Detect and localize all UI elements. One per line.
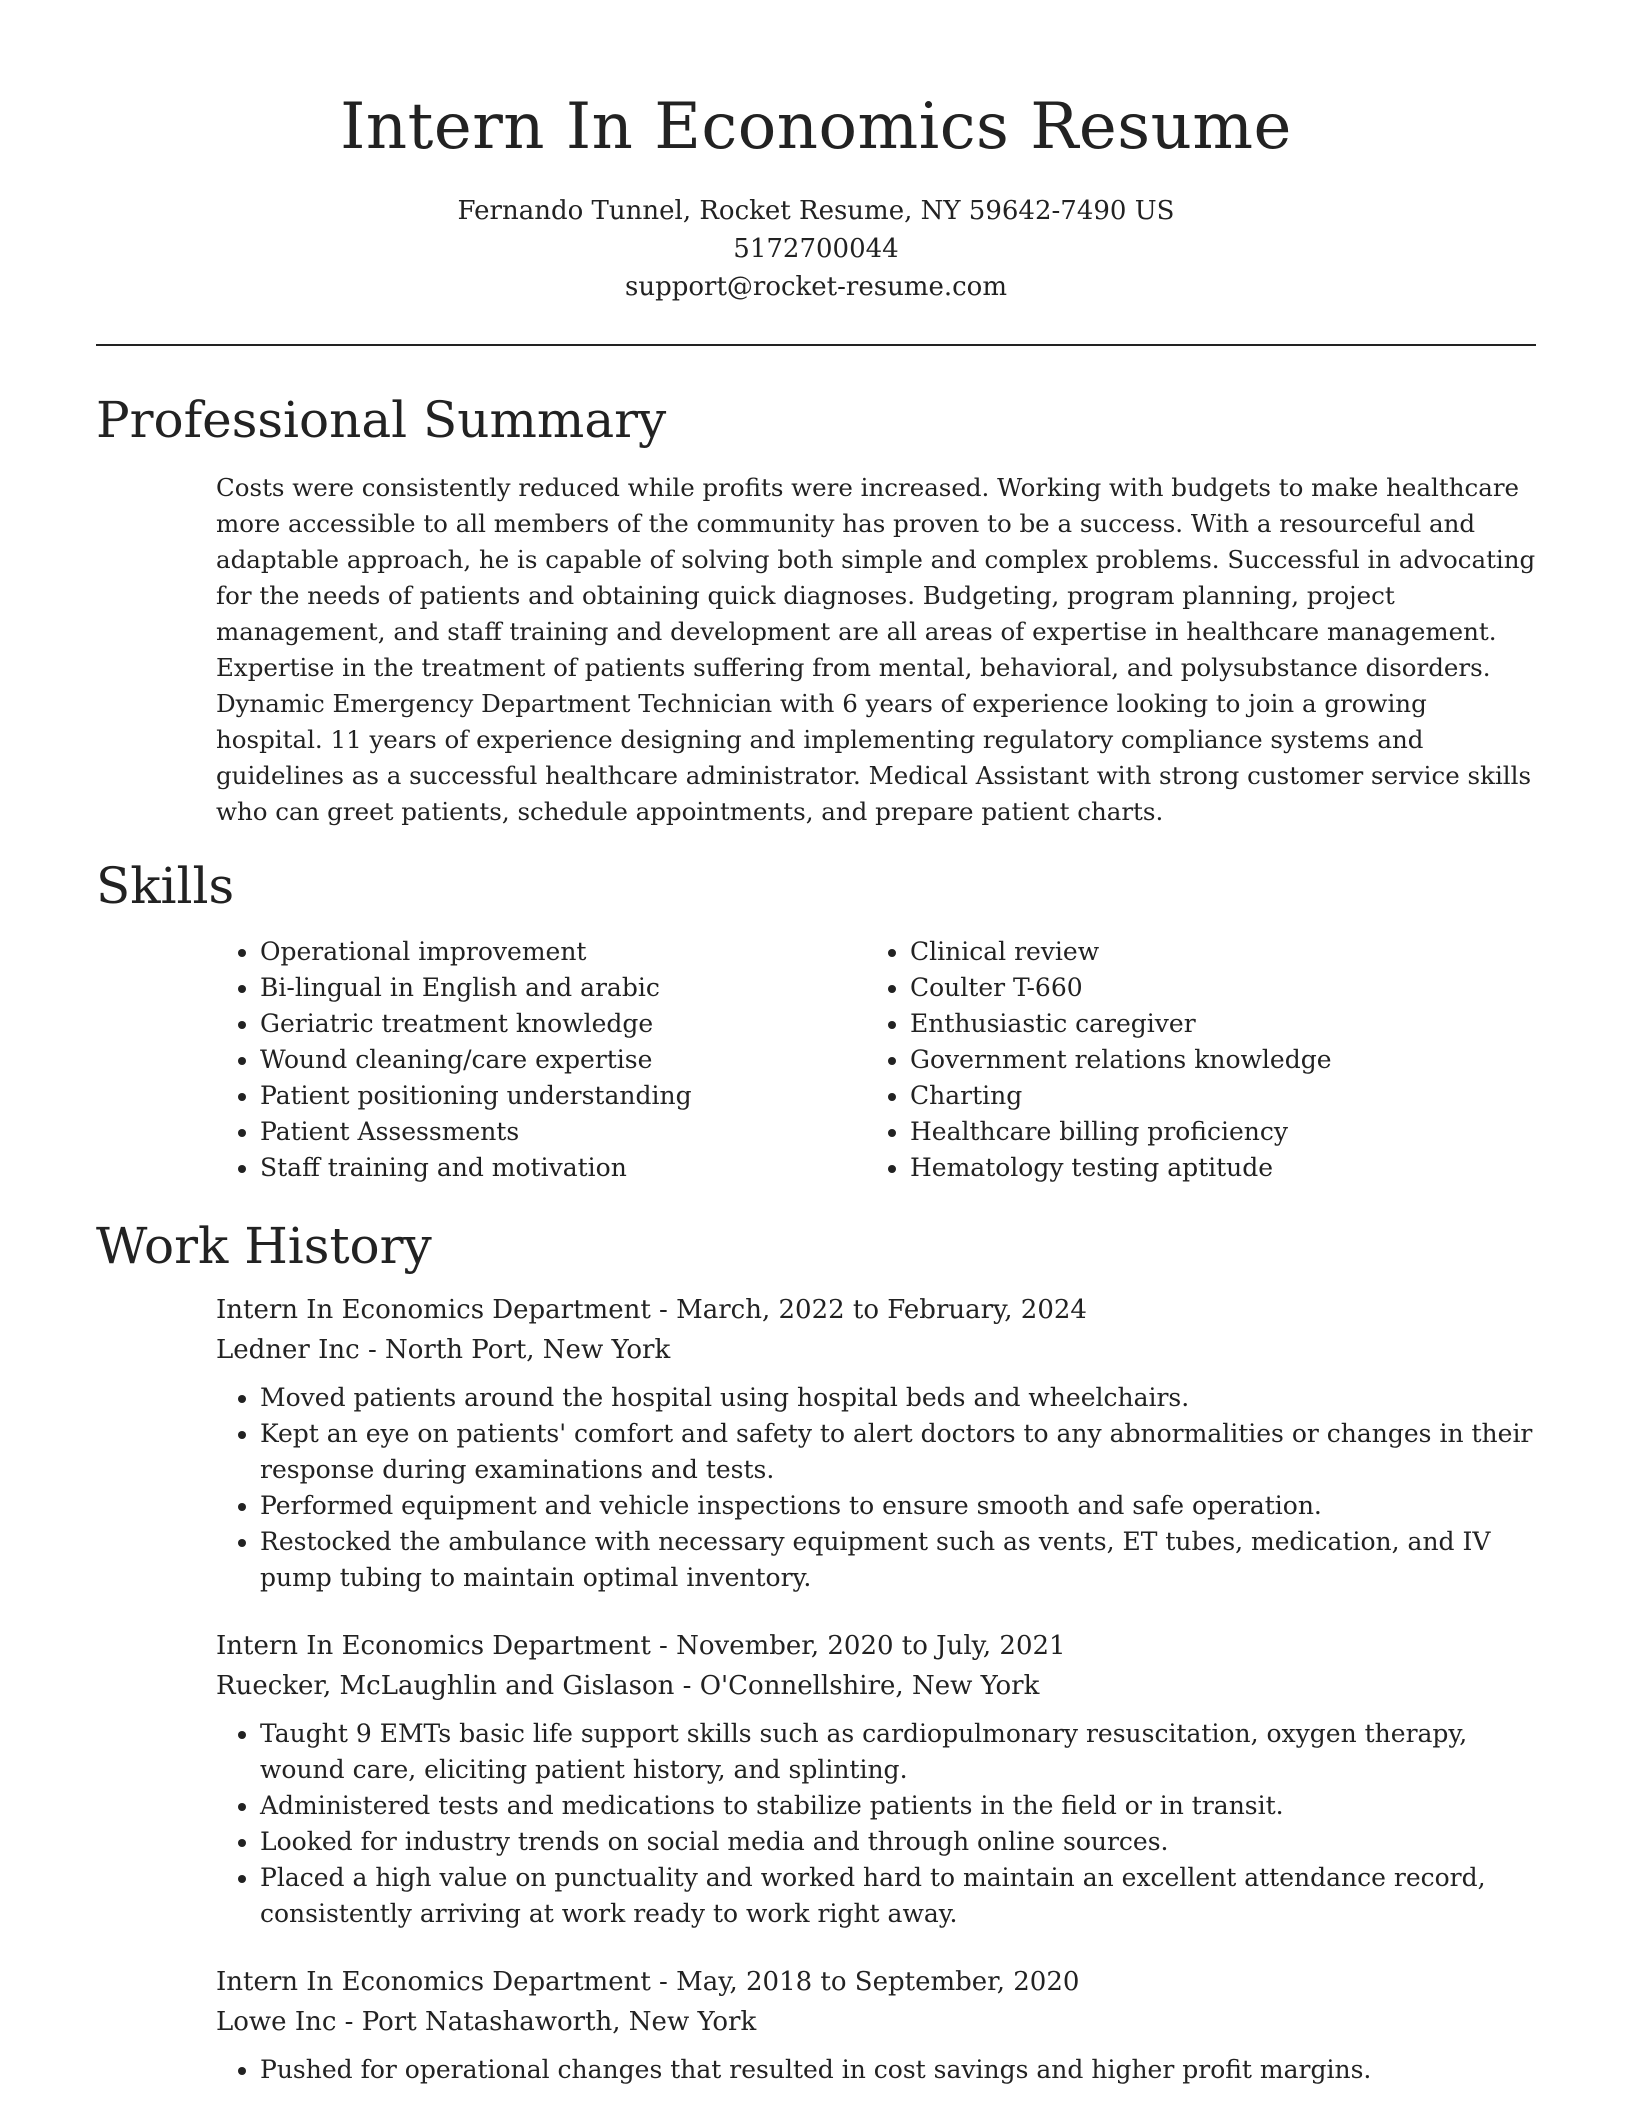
- header-divider: [96, 344, 1536, 346]
- job-bullet: • Performed equipment and vehicle inspections to ensure smooth and safe operation.: [260, 1488, 1536, 1524]
- skill-item: • Government relations knowledge: [910, 1042, 1516, 1078]
- job-bullet: • Placed a high value on punctuality and worked hard to maintain an excellent attendance record, consistently arriving at work ready to work right away.: [260, 1860, 1536, 1932]
- job-bullet: • Restocked the ambulance with necessary equipment such as vents, ET tubes, medication, and IV pump tubing to maintain optimal inventory.: [260, 1524, 1536, 1596]
- skill-item: • Operational improvement: [260, 934, 866, 970]
- job-bullet: • Pushed for operational changes that resulted in cost savings and higher profit margins.: [260, 2052, 1536, 2088]
- job-bullet: • Taught 9 EMTs basic life support skills such as cardiopulmonary resuscitation, oxygen therapy, wound care, eliciting patient history, and splinting.: [260, 1716, 1536, 1788]
- skill-item: • Hematology testing aptitude: [910, 1150, 1516, 1186]
- job-entry: [216, 1962, 1536, 2088]
- skill-item: • Clinical review: [910, 934, 1516, 970]
- skill-item: • Patient positioning understanding: [260, 1078, 866, 1114]
- job-bullet: • Looked for industry trends on social media and through online sources.: [260, 1824, 1536, 1860]
- job-title-line: Intern In Economics Department - March, 2022 to February, 2024: [216, 1295, 1087, 1325]
- job-title-line: Intern In Economics Department - May, 2018 to September, 2020: [216, 1967, 1080, 1997]
- skills-heading: Skills: [96, 857, 235, 915]
- work-history-heading: Work History: [96, 1217, 432, 1275]
- contact-email: support@rocket-resume.com: [624, 272, 1007, 302]
- resume-page: [96, 0, 1536, 2088]
- skill-item: • Coulter T-660: [910, 970, 1516, 1006]
- job-company-line: Ruecker, McLaughlin and Gislason - O'Connellshire, New York: [216, 1671, 1040, 1701]
- job-bullets: [216, 1716, 1536, 1932]
- job-bullets: [216, 2052, 1536, 2088]
- skill-item: • Staff training and motivation: [260, 1150, 866, 1186]
- job-company-line: Lowe Inc - Port Natashaworth, New York: [216, 2007, 757, 2037]
- job-title-line: Intern In Economics Department - November, 2020 to July, 2021: [216, 1631, 1066, 1661]
- skills-column-left: [216, 934, 866, 1186]
- skill-item: • Geriatric treatment knowledge: [260, 1006, 866, 1042]
- job-bullets: [216, 1380, 1536, 1596]
- skill-item: • Enthusiastic caregiver: [910, 1006, 1516, 1042]
- job-company-line: Ledner Inc - North Port, New York: [216, 1335, 671, 1365]
- job-bullet: • Administered tests and medications to stabilize patients in the field or in transit.: [260, 1788, 1536, 1824]
- contact-phone: 5172700044: [733, 234, 899, 264]
- skill-item: • Charting: [910, 1078, 1516, 1114]
- skill-item: • Bi-lingual in English and arabic: [260, 970, 866, 1006]
- summary-text: Costs were consistently reduced while profits were increased. Working with budgets to make healthcare more accessible to all members of the community has proven to be a success. With a resourceful and adaptable approach, he is capable of solving both simple and complex problems. Successful in advocating for the needs of patients and obtaining quick diagnoses. Budgeting, program planning, project management, and staff training and development are all areas of expertise in healthcare management. Expertise in the treatment of patients suffering from mental, behavioral, and polysubstance disorders. Dynamic Emergency Department Technician with 6 years of experience looking to join a growing hospital. 11 years of experience designing and implementing regulatory compliance systems and guidelines as a successful healthcare administrator. Medical Assistant with strong customer service skills who can greet patients, schedule appointments, and prepare patient charts.: [216, 473, 1536, 826]
- job-bullet: • Kept an eye on patients' comfort and safety to alert doctors to any abnormalities or changes in their response during examinations and tests.: [260, 1416, 1536, 1488]
- skills-column-right: [866, 934, 1516, 1186]
- contact-address: Fernando Tunnel, Rocket Resume, NY 59642-7490 US: [457, 196, 1175, 226]
- summary-heading: Professional Summary: [96, 391, 667, 449]
- skills-list: [216, 934, 1536, 1186]
- job-entry: [216, 1626, 1536, 1932]
- job-bullet: • Moved patients around the hospital using hospital beds and wheelchairs.: [260, 1380, 1536, 1416]
- skill-item: • Wound cleaning/care expertise: [260, 1042, 866, 1078]
- resume-title: Intern In Economics Resume: [340, 90, 1292, 164]
- skill-item: • Healthcare billing proficiency: [910, 1114, 1516, 1150]
- job-entry: [216, 1290, 1536, 1596]
- resume-header: [96, 0, 1536, 306]
- skill-item: • Patient Assessments: [260, 1114, 866, 1150]
